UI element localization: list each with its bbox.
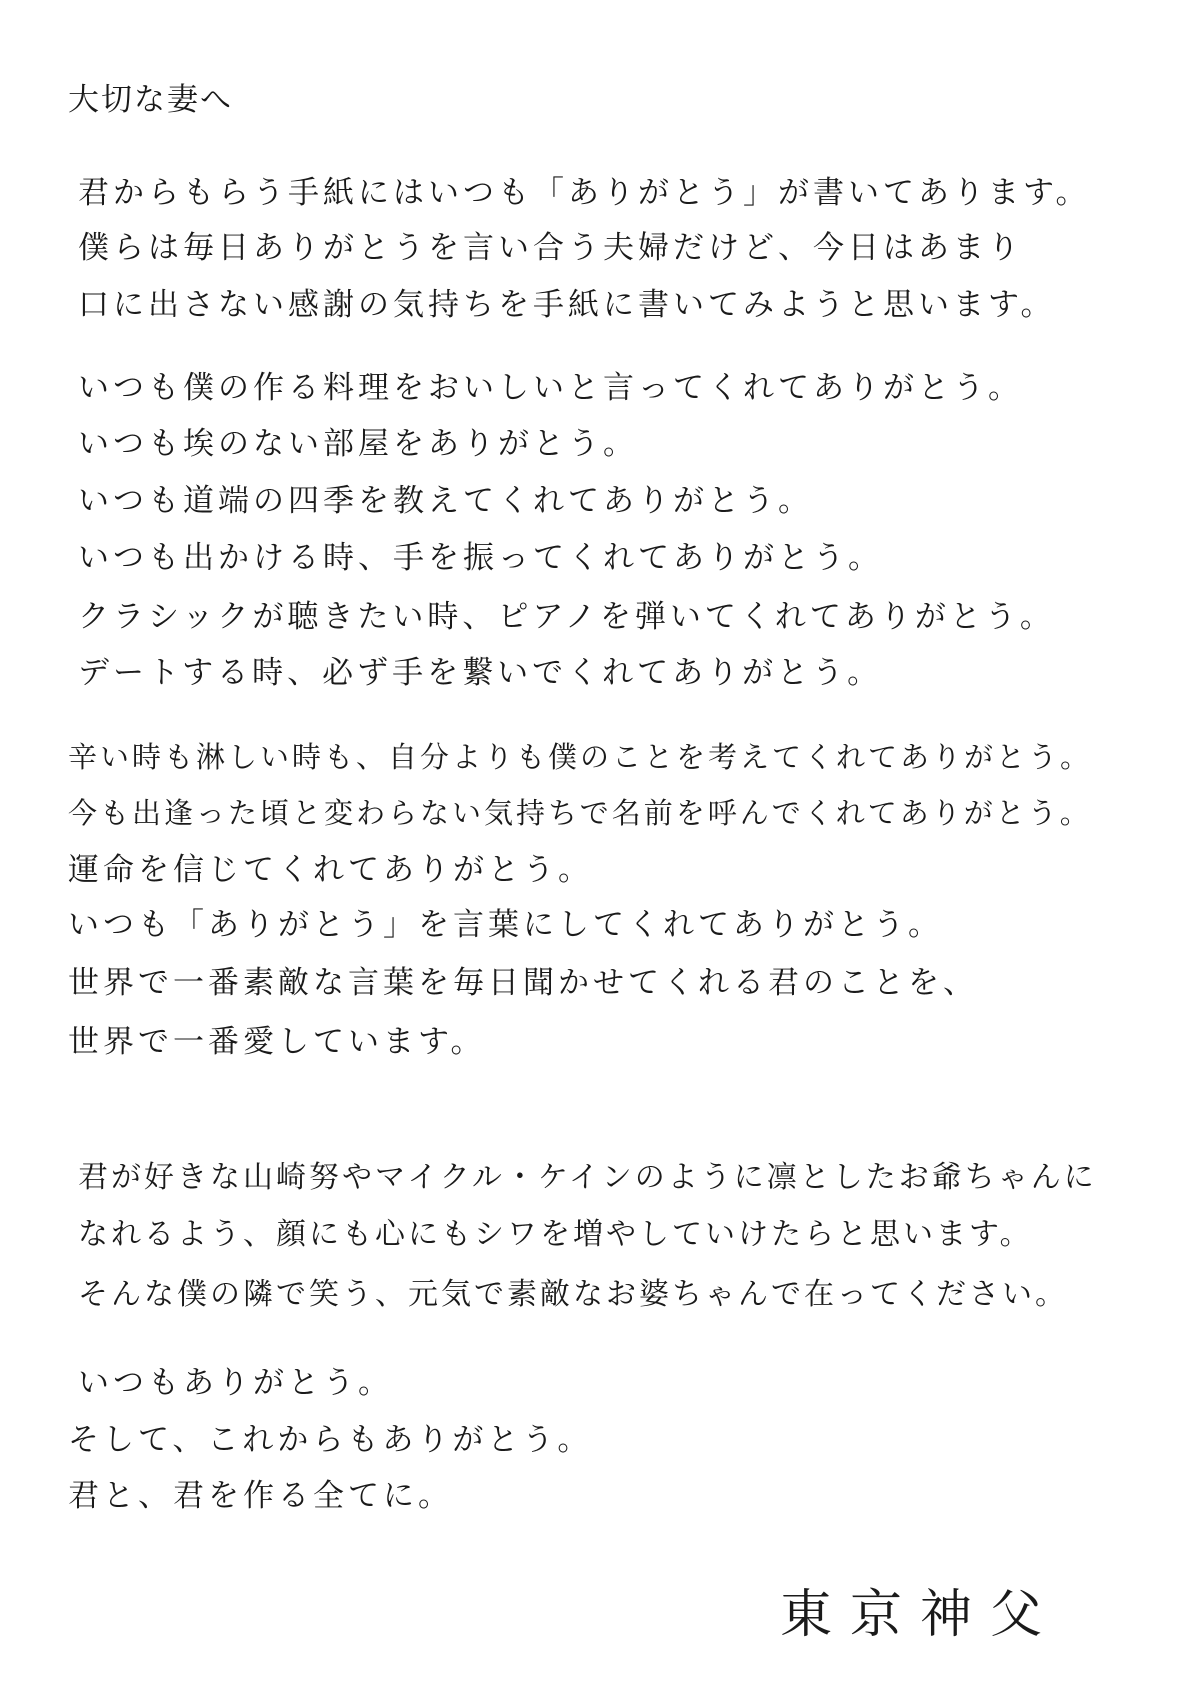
letter-line: 世界で一番愛しています。 bbox=[68, 1024, 486, 1060]
letter-line: そして、これからもありがとう。 bbox=[68, 1422, 593, 1458]
letter-line: 僕らは毎日ありがとうを言い合う夫婦だけど、今日はあまり bbox=[78, 230, 1023, 266]
letter-line: いつも埃のない部屋をありがとう。 bbox=[78, 426, 638, 462]
letter-line: 世界で一番素敵な言葉を毎日聞かせてくれる君のことを、 bbox=[68, 965, 978, 1001]
letter-line: デートする時、必ず手を繋いでくれてありがとう。 bbox=[78, 655, 883, 691]
letter-line: 今も出逢った頃と変わらない気持ちで名前を呼んでくれてありがとう。 bbox=[68, 796, 1092, 830]
letter-line: 君からもらう手紙にはいつも「ありがとう」が書いてあります。 bbox=[78, 175, 1091, 211]
letter-line: クラシックが聴きたい時、ピアノを弾いてくれてありがとう。 bbox=[78, 599, 1055, 635]
letter-line: 辛い時も淋しい時も、自分よりも僕のことを考えてくれてありがとう。 bbox=[68, 740, 1093, 774]
letter-signature: 東京神父 bbox=[780, 1585, 1061, 1645]
letter-line: いつもありがとう。 bbox=[78, 1365, 393, 1401]
letter-salutation: 大切な妻へ bbox=[68, 82, 233, 118]
letter-line: 君が好きな山崎努やマイクル・ケインのように凛としたお爺ちゃんに bbox=[78, 1160, 1097, 1195]
letter-line: そんな僕の隣で笑う、元気で素敵なお婆ちゃんで在ってください。 bbox=[78, 1277, 1068, 1312]
letter-line: いつも道端の四季を教えてくれてありがとう。 bbox=[78, 483, 813, 519]
letter-line: いつも「ありがとう」を言葉にしてくれてありがとう。 bbox=[68, 907, 943, 943]
letter-line: 運命を信じてくれてありがとう。 bbox=[68, 852, 593, 888]
letter-line: いつも出かける時、手を振ってくれてありがとう。 bbox=[78, 540, 883, 576]
letter-line: なれるよう、顔にも心にもシワを増やしていけたらと思います。 bbox=[78, 1217, 1033, 1252]
letter-line: 君と、君を作る全てに。 bbox=[68, 1478, 453, 1514]
letter-line: 口に出さない感謝の気持ちを手紙に書いてみようと思います。 bbox=[78, 287, 1056, 323]
letter-line: いつも僕の作る料理をおいしいと言ってくれてありがとう。 bbox=[78, 370, 1023, 406]
